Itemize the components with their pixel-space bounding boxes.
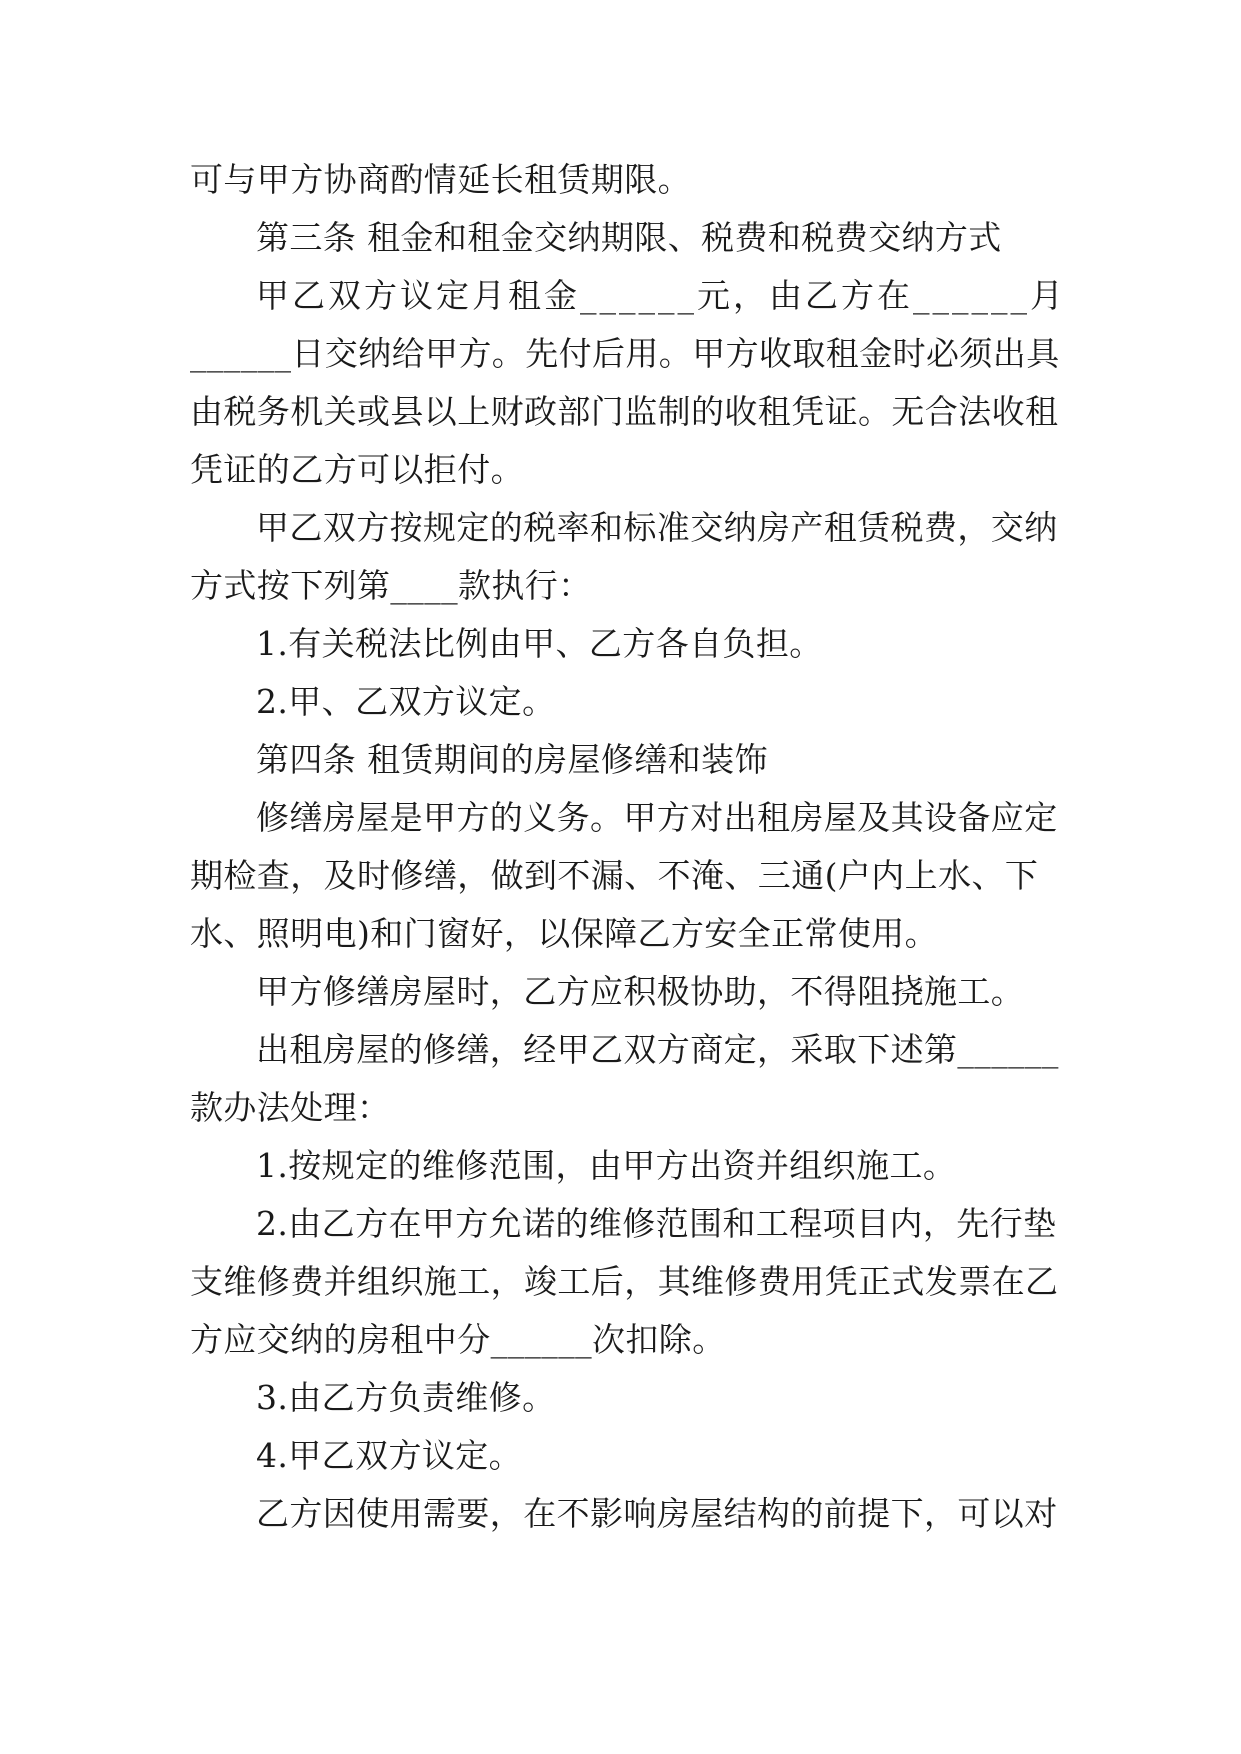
list-item: 4.甲乙双方议定。 <box>256 1436 523 1475</box>
paragraph-line: 凭证的乙方可以拒付。 <box>190 450 524 489</box>
paragraph-line: ______日交纳给甲方。先付后用。甲方收取租金时必须出具 <box>190 334 1060 373</box>
paragraph-line: 修缮房屋是甲方的义务。甲方对出租房屋及其设备应定 <box>256 798 1058 837</box>
article-heading: 第四条 租赁期间的房屋修缮和装饰 <box>256 740 768 779</box>
paragraph-line: 甲方修缮房屋时，乙方应积极协助，不得阻挠施工。 <box>256 972 1025 1011</box>
paragraph-line: 方式按下列第____款执行： <box>190 566 592 605</box>
list-item: 1.有关税法比例由甲、乙方各自负担。 <box>256 624 823 663</box>
paragraph-line: 出租房屋的修缮，经甲乙双方商定，采取下述第______ <box>256 1030 1059 1069</box>
paragraph-line: 甲乙双方按规定的税率和标准交纳房产租赁税费，交纳 <box>256 508 1058 547</box>
paragraph-line: 由税务机关或县以上财政部门监制的收租凭证。无合法收租 <box>190 392 1059 431</box>
list-item: 2.甲、乙双方议定。 <box>256 682 556 721</box>
paragraph-line: 支维修费并组织施工，竣工后，其维修费用凭正式发票在乙 <box>190 1262 1059 1301</box>
paragraph-line: 甲乙双方议定月租金______元，由乙方在______月 <box>256 276 1066 315</box>
paragraph-line: 可与甲方协商酌情延长租赁期限。 <box>190 160 691 199</box>
paragraph-line: 方应交纳的房租中分______次扣除。 <box>190 1320 726 1359</box>
paragraph-line: 水、照明电)和门窗好，以保障乙方安全正常使用。 <box>190 914 939 953</box>
article-heading: 第三条 租金和租金交纳期限、税费和税费交纳方式 <box>256 218 1002 257</box>
paragraph-line: 款办法处理： <box>190 1088 391 1127</box>
paragraph-line: 乙方因使用需要，在不影响房屋结构的前提下，可以对 <box>256 1494 1058 1533</box>
paragraph-line: 期检查，及时修缮，做到不漏、不淹、三通(户内上水、下 <box>190 856 1039 895</box>
list-item: 1.按规定的维修范围，由甲方出资并组织施工。 <box>256 1146 957 1185</box>
list-item: 2.由乙方在甲方允诺的维修范围和工程项目内，先行垫 <box>256 1204 1057 1243</box>
list-item: 3.由乙方负责维修。 <box>256 1378 556 1417</box>
